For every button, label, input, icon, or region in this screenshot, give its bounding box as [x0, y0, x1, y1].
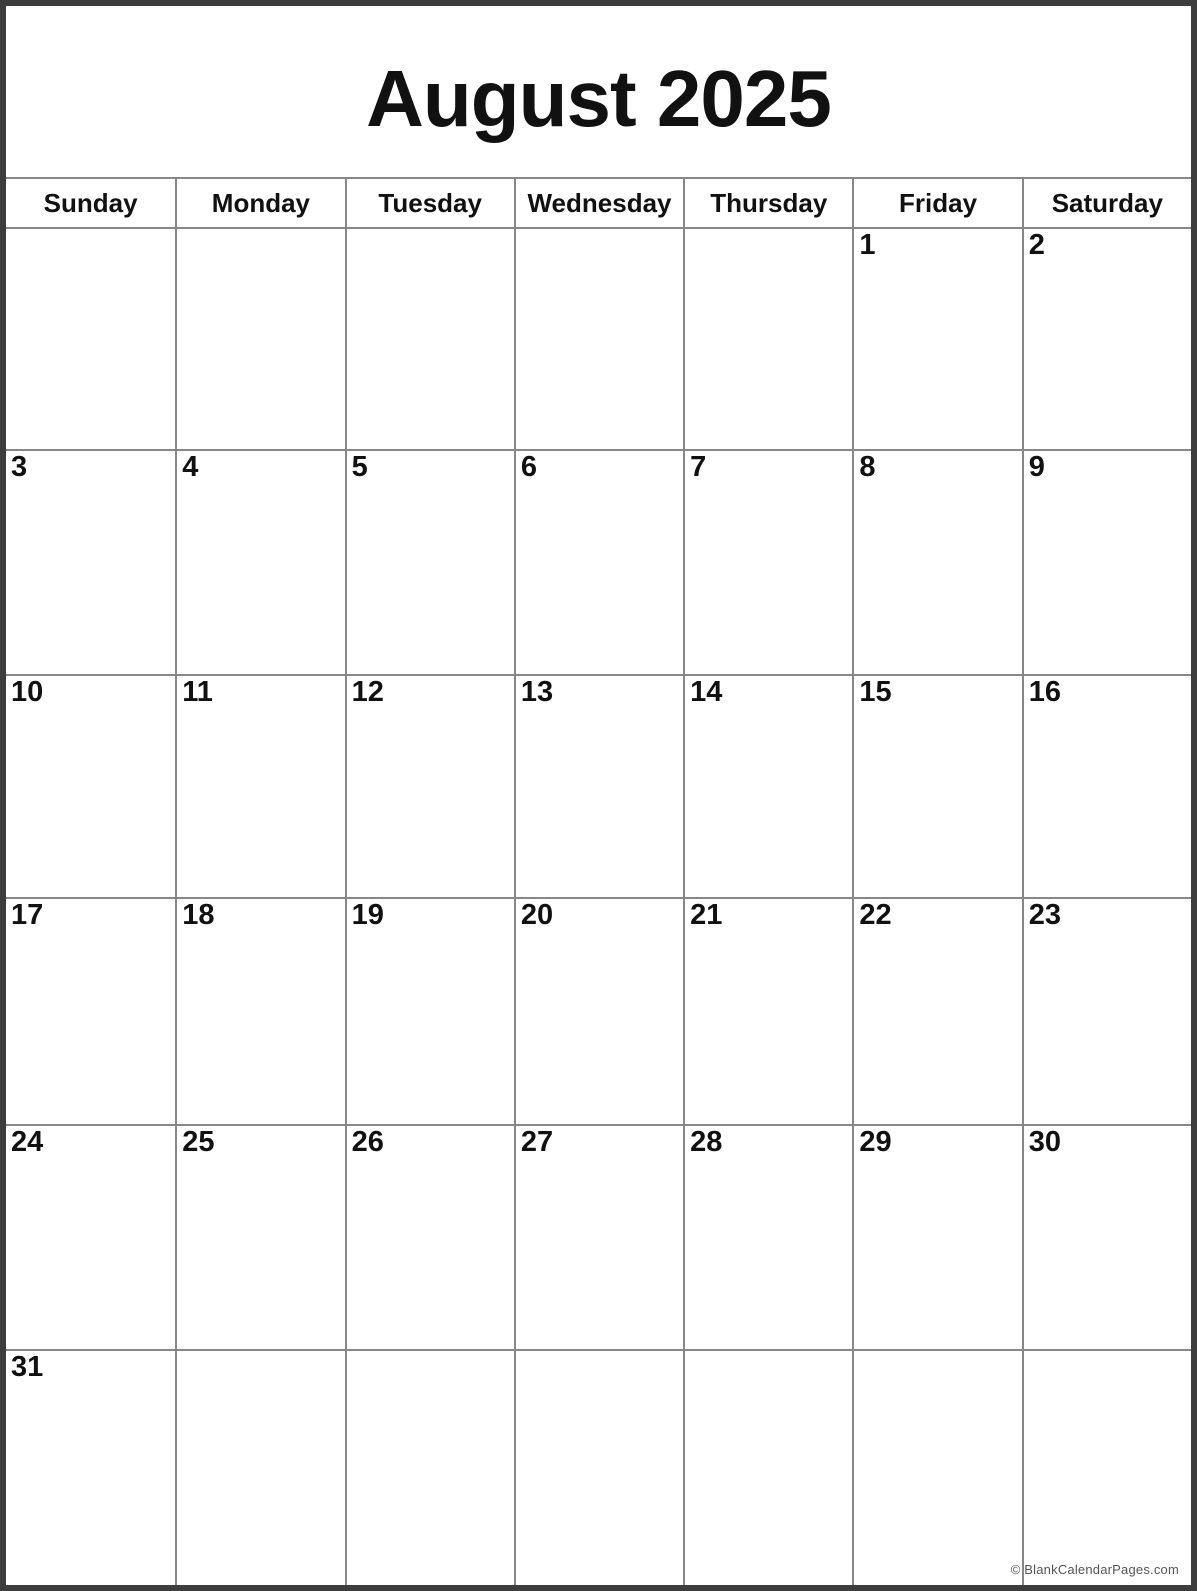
day-number: 19: [351, 899, 384, 931]
empty-cell: [6, 227, 175, 449]
day-number: 21: [690, 899, 723, 931]
day-number: 28: [690, 1126, 723, 1158]
day-number: 9: [1028, 451, 1045, 483]
day-cell-26: [345, 1124, 514, 1349]
day-cell-31: [6, 1349, 175, 1585]
day-number: 2: [1028, 229, 1045, 261]
empty-cell: [1022, 1349, 1191, 1585]
day-cell-11: [175, 674, 344, 897]
day-number: 16: [1028, 676, 1061, 708]
day-cell-16: [1022, 674, 1191, 897]
day-number: 11: [182, 676, 213, 708]
day-number: 6: [520, 451, 537, 483]
empty-cell: [175, 1349, 344, 1585]
day-cell-18: [175, 897, 344, 1124]
day-number: 31: [11, 1351, 44, 1383]
day-cell-5: [345, 449, 514, 674]
day-number: 1: [859, 229, 876, 261]
day-cell-10: [6, 674, 175, 897]
day-number: 18: [182, 899, 215, 931]
day-number: 22: [859, 899, 892, 931]
empty-cell: [683, 227, 852, 449]
day-number: 12: [351, 676, 384, 708]
title-area: [6, 6, 1191, 177]
day-cell-27: [514, 1124, 683, 1349]
empty-cell: [514, 1349, 683, 1585]
day-cell-20: [514, 897, 683, 1124]
empty-cell: [514, 227, 683, 449]
day-cell-15: [852, 674, 1021, 897]
weekday-header-monday: Monday: [175, 177, 344, 227]
day-cell-2: [1022, 227, 1191, 449]
day-cell-3: [6, 449, 175, 674]
day-number: 10: [11, 676, 44, 708]
day-number: 24: [11, 1126, 44, 1158]
day-number: 27: [520, 1126, 554, 1158]
day-cell-30: [1022, 1124, 1191, 1349]
day-number: 8: [859, 451, 876, 483]
day-number: 17: [11, 899, 44, 931]
day-cell-1: [852, 227, 1021, 449]
day-cell-17: [6, 897, 175, 1124]
day-number: 3: [11, 451, 28, 483]
day-cell-7: [683, 449, 852, 674]
day-cell-24: [6, 1124, 175, 1349]
empty-cell: [683, 1349, 852, 1585]
day-cell-23: [1022, 897, 1191, 1124]
weekday-header-friday: Friday: [852, 177, 1021, 227]
day-number: 30: [1028, 1126, 1061, 1158]
day-cell-9: [1022, 449, 1191, 674]
day-cell-19: [345, 897, 514, 1124]
weekday-header-tuesday: Tuesday: [345, 177, 514, 227]
day-cell-12: [345, 674, 514, 897]
day-number: 20: [520, 899, 554, 931]
day-number: 29: [859, 1126, 892, 1158]
day-number: 5: [351, 451, 368, 483]
day-cell-21: [683, 897, 852, 1124]
empty-cell: [345, 227, 514, 449]
day-cell-25: [175, 1124, 344, 1349]
day-number: 25: [182, 1126, 215, 1158]
calendar-grid: [6, 177, 1191, 1585]
day-cell-8: [852, 449, 1021, 674]
empty-cell: [852, 1349, 1021, 1585]
day-cell-4: [175, 449, 344, 674]
day-cell-14: [683, 674, 852, 897]
day-cell-29: [852, 1124, 1021, 1349]
day-cell-6: [514, 449, 683, 674]
page-title: August 2025: [366, 53, 831, 143]
weekday-header-thursday: Thursday: [683, 177, 852, 227]
day-number: 23: [1028, 899, 1061, 931]
day-number: 13: [520, 676, 554, 708]
day-number: 15: [859, 676, 892, 708]
day-cell-22: [852, 897, 1021, 1124]
day-number: 26: [351, 1126, 384, 1158]
weekday-header-sunday: Sunday: [6, 177, 175, 227]
day-cell-28: [683, 1124, 852, 1349]
day-number: 4: [182, 451, 199, 483]
watermark: © BlankCalendarPages.com: [1010, 1562, 1179, 1577]
weekday-header-saturday: Saturday: [1022, 177, 1191, 227]
weekday-header-wednesday: Wednesday: [514, 177, 683, 227]
empty-cell: [345, 1349, 514, 1585]
day-number: 14: [690, 676, 723, 708]
day-cell-13: [514, 674, 683, 897]
day-number: 7: [690, 451, 707, 483]
empty-cell: [175, 227, 344, 449]
